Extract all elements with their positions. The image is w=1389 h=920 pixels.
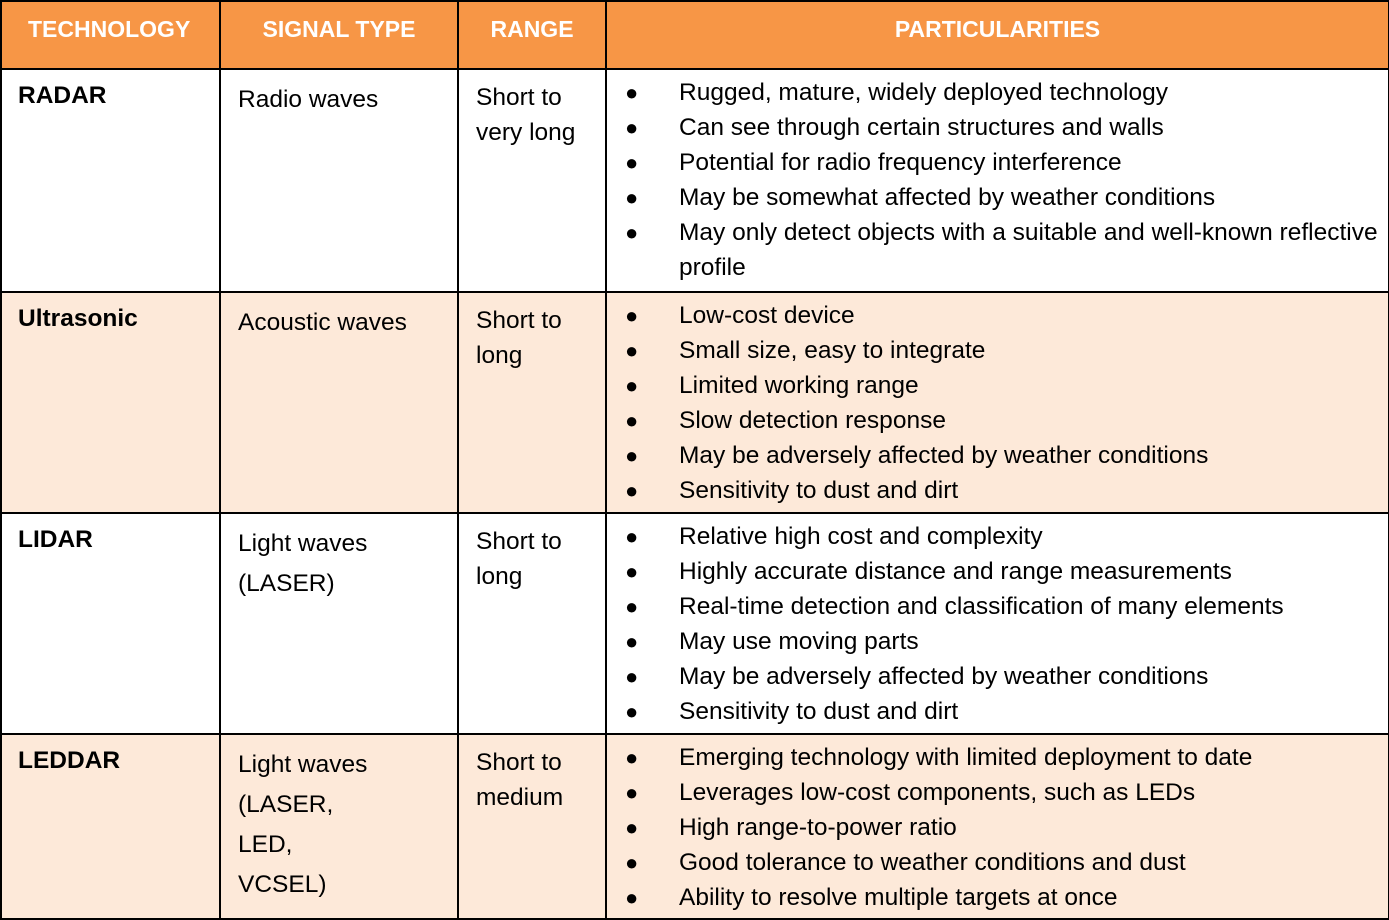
- table-row: [1, 513, 1389, 734]
- particularities-cell: [606, 513, 1389, 734]
- signal-line: (LASER,: [238, 791, 334, 818]
- list-item: ● Slow detection response: [607, 403, 1388, 438]
- range-cell: Short to medium: [458, 734, 606, 919]
- list-item: ● Limited working range: [607, 368, 1388, 403]
- list-item: ● Sensitivity to dust and dirt: [607, 473, 1388, 508]
- bullet-icon: ●: [625, 303, 639, 328]
- bullet-icon: ●: [625, 815, 639, 840]
- signal-line: (LASER): [238, 570, 335, 597]
- signal-line: VCSEL): [238, 871, 327, 898]
- header-range: RANGE: [458, 1, 606, 69]
- list-item: ● Real-time detection and classification of many elements: [607, 589, 1388, 624]
- list-item: ● Relative high cost and complexity: [607, 519, 1388, 554]
- list-item: ● May only detect objects with a suitable and well-known reflective profile: [607, 215, 1388, 285]
- range-cell: Short to very long: [458, 69, 606, 292]
- bullet-icon: ●: [625, 594, 639, 619]
- list-item: ● Emerging technology with limited deployment to date: [607, 740, 1388, 775]
- technology-cell: Ultrasonic: [1, 292, 220, 513]
- bullet-icon: ●: [625, 478, 639, 503]
- table-row: [1, 69, 1389, 292]
- bullet-icon: ●: [625, 115, 639, 140]
- header-technology: TECHNOLOGY: [1, 1, 220, 69]
- list-item: ● Can see through certain structures and walls: [607, 110, 1388, 145]
- particularities-list: [607, 519, 1388, 729]
- bullet-icon: ●: [625, 664, 639, 689]
- list-item: ● May be somewhat affected by weather conditions: [607, 180, 1388, 215]
- list-item: ● May be adversely affected by weather conditions: [607, 659, 1388, 694]
- bullet-icon: ●: [625, 338, 639, 363]
- list-item: ● Ability to resolve multiple targets at once: [607, 880, 1388, 915]
- list-item: ● Highly accurate distance and range measurements: [607, 554, 1388, 589]
- particularities-cell: [606, 292, 1389, 513]
- signal-line: Acoustic waves: [238, 309, 407, 336]
- bullet-icon: ●: [625, 699, 639, 724]
- bullet-icon: ●: [625, 80, 639, 105]
- bullet-icon: ●: [625, 220, 639, 245]
- technology-cell: LIDAR: [1, 513, 220, 734]
- header-signal-type: SIGNAL TYPE: [220, 1, 458, 69]
- list-item: ● High range-to-power ratio: [607, 810, 1388, 845]
- list-item: ● Low-cost device: [607, 298, 1388, 333]
- signal-type-cell: [220, 69, 458, 292]
- signal-line: Radio waves: [238, 86, 379, 113]
- signal-line: Light waves: [238, 530, 368, 557]
- range-cell: Short to long: [458, 292, 606, 513]
- list-item: ● Sensitivity to dust and dirt: [607, 694, 1388, 729]
- particularities-cell: [606, 734, 1389, 919]
- bullet-icon: ●: [625, 780, 639, 805]
- bullet-icon: ●: [625, 629, 639, 654]
- list-item: ● May use moving parts: [607, 624, 1388, 659]
- bullet-icon: ●: [625, 559, 639, 584]
- technology-cell: RADAR: [1, 69, 220, 292]
- signal-type-cell: [220, 734, 458, 919]
- bullet-icon: ●: [625, 150, 639, 175]
- signal-line: LED,: [238, 831, 293, 858]
- table-row: [1, 292, 1389, 513]
- signal-type-cell: [220, 292, 458, 513]
- bullet-icon: ●: [625, 850, 639, 875]
- list-item: ● Leverages low-cost components, such as LEDs: [607, 775, 1388, 810]
- signal-type-cell: [220, 513, 458, 734]
- bullet-icon: ●: [625, 373, 639, 398]
- bullet-icon: ●: [625, 885, 639, 910]
- bullet-icon: ●: [625, 408, 639, 433]
- table-row: [1, 734, 1389, 919]
- particularities-list: [607, 75, 1388, 285]
- bullet-icon: ●: [625, 524, 639, 549]
- bullet-icon: ●: [625, 185, 639, 210]
- bullet-icon: ●: [625, 443, 639, 468]
- range-cell: Short to long: [458, 513, 606, 734]
- list-item: ● Rugged, mature, widely deployed technology: [607, 75, 1388, 110]
- list-item: ● May be adversely affected by weather conditions: [607, 438, 1388, 473]
- header-particularities: PARTICULARITIES: [606, 1, 1389, 69]
- technology-cell: LEDDAR: [1, 734, 220, 919]
- particularities-list: [607, 298, 1388, 508]
- list-item: ● Good tolerance to weather conditions and dust: [607, 845, 1388, 880]
- particularities-list: [607, 740, 1388, 915]
- list-item: ● Potential for radio frequency interference: [607, 145, 1388, 180]
- particularities-cell: [606, 69, 1389, 292]
- signal-line: Light waves: [238, 751, 368, 778]
- header-row: [1, 1, 1389, 69]
- bullet-icon: ●: [625, 745, 639, 770]
- list-item: ● Small size, easy to integrate: [607, 333, 1388, 368]
